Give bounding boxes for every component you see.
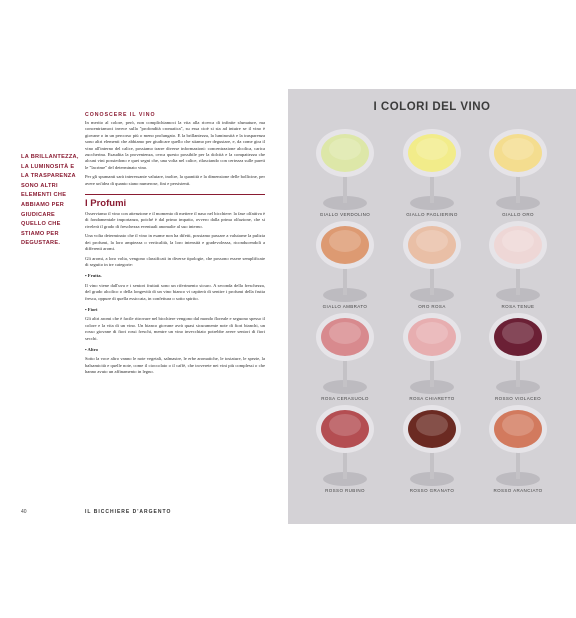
wine-glass-icon	[488, 129, 548, 211]
wine-highlight	[329, 322, 361, 344]
page-number: 40	[21, 509, 27, 515]
glass-stem	[516, 451, 520, 479]
wine-glass-icon	[402, 405, 462, 487]
chart-title: I COLORI DEL VINO	[373, 101, 491, 113]
wine-glass-icon	[402, 129, 462, 211]
glass-stem	[430, 451, 434, 479]
glass-stem	[430, 175, 434, 203]
wine-glass	[488, 405, 548, 493]
bullet-title-fiori: • Fiori	[85, 306, 98, 312]
wine-highlight	[502, 414, 534, 436]
wine-color-label: ROSSO RUBINO	[325, 488, 365, 493]
paragraph-profumi-3: Gli aromi, a loro volta, vengono classificati in diverse tipologie, che possono essere semplificate di seguito in tre categorie:	[85, 255, 265, 267]
wine-glass	[315, 129, 375, 217]
glass-stem	[343, 451, 347, 479]
glass-stem	[343, 359, 347, 387]
wine-glass	[488, 313, 548, 401]
wine-color-label: ROSSO GRANATO	[409, 488, 455, 493]
paragraph-profumi-1: Osserviamo il vino con attenzione e il momento di mettere il naso nel bicchiere: la fase olfattiva è di fondamentale importanza, poiché è dal primo impatto, ovvero dalla prima olfazione, che si rivelerà il grado di freschezza eventuali anomalie al suo interno.	[85, 211, 265, 229]
wine-glass	[488, 129, 548, 217]
paragraph-sparkling: Per gli spumanti sarà interessante valutare, inoltre, la quantità e la dimensione delle bollicine, per avere un'idea di quanto siano numerose, fini e persistenti.	[85, 174, 265, 186]
glass-stem	[430, 267, 434, 295]
sidenote: LA BRILLANTEZZA, LA LUMINOSITÀ E LA TRASPARENZA SONO ALTRI ELEMENTI CHE ABBIAMO PER GIUDICARE QUELLO CHE STIAMO PER DEGUSTARE.	[21, 154, 79, 247]
wine-glass-icon	[402, 313, 462, 395]
glass-stem	[343, 175, 347, 203]
wine-glass	[315, 313, 375, 401]
bullet-title-altro: • Altro	[85, 346, 98, 352]
wine-color-label: ROSSO ARANCIATO	[493, 488, 543, 493]
wine-color-label: ROSA CERASUOLO	[321, 396, 369, 401]
wine-glass-icon	[488, 221, 548, 303]
wine-glass	[488, 221, 548, 309]
bullet-text-fiori: Gli altri aromi che è facile ritrovare nel bicchiere vengono dal mondo floreale e seguono spesso il colore e la vita di un vino. Un bianco giovane avrà quasi sicuramente note di fiori bianchi, un rosso giovane di fiori rossi freschi, mentre un vino invecchiato potrebbe avere sentori di fiori secchi.	[85, 316, 265, 341]
wine-glass	[315, 221, 375, 309]
wine-color-label: ORO ROSA	[418, 304, 446, 309]
wine-highlight	[329, 414, 361, 436]
wine-glass	[402, 313, 462, 401]
glass-stem	[430, 359, 434, 387]
glass-stem	[516, 175, 520, 203]
bullet-text-altro: Sotto la voce altro vanno le note vegetali, salmastre, le erbe aromatiche, le tostature, le spezie, la balsamicità e quelle note, come il cioccolato o il caffè, che troverete nei vini più complessi o che hanno avuto un affinamento in legno.	[85, 356, 265, 375]
wine-glass-icon	[315, 221, 375, 303]
wine-glass	[402, 405, 462, 493]
paragraph-profumi-2: Una volta determinato che il vino in esame non ha difetti, possiamo passare a valutarne la pulizia dei profumi, la loro ampiezza o verticalità, la loro intensità e gradevolezza, riconducendoli a differenti aromi.	[85, 233, 265, 252]
wine-glass	[402, 129, 462, 217]
wine-highlight	[416, 138, 448, 160]
wine-color-label: ROSA CHIARETTO	[409, 396, 455, 401]
footer-book-title: IL BICCHIERE D'ARGENTO	[85, 509, 172, 515]
wine-highlight	[502, 230, 534, 252]
wine-highlight	[416, 414, 448, 436]
wine-highlight	[416, 230, 448, 252]
wine-glass	[402, 221, 462, 309]
wine-color-label: GIALLO AMBRATO	[322, 304, 368, 309]
glass-stem	[516, 359, 520, 387]
wine-highlight	[502, 322, 534, 344]
section-heading-profumi: I Profumi	[85, 194, 265, 209]
wine-glass-icon	[315, 313, 375, 395]
wine-color-label: GIALLO PAGLIERINO	[406, 212, 458, 217]
wine-glass-icon	[315, 129, 375, 211]
wine-glass-icon	[488, 405, 548, 487]
wine-glass-icon	[315, 405, 375, 487]
glass-stem	[343, 267, 347, 295]
wine-highlight	[416, 322, 448, 344]
paragraph-intro: In merito al colore, però, non complichiamoci la vita alla ricerca di infinite sfumature, ma concentriamoci invece sulla "profondità cromatica", su essa cioè si sta ad intuire se il vino è giovane o in un percorso più o meno prolungato. E la brillantezza, la luminosità e la trasparenza sono altri elementi che abbiamo per giudicare quello che stiamo per degustare, e, da come gira il vino all'interno del calice, possiamo trarre diverse informazioni: concentrazione alcolica, carica zuccherina. Esaudita la provenienza, cerca questo possibile per la dolcità e la compattezza che alcuni vini possiedono e quei segni che, una volta nel calice, rilasciando con certezza sulle pareti le "lacrime" del determinato vino.	[85, 120, 265, 170]
wine-glass-icon	[402, 221, 462, 303]
wine-glass-icon	[488, 313, 548, 395]
right-page	[288, 89, 576, 524]
wine-color-label: ROSSO VIOLACEO	[494, 396, 542, 401]
wine-highlight	[502, 138, 534, 160]
body-column	[85, 120, 265, 379]
wine-color-label: GIALLO ORO	[502, 212, 534, 217]
glass-stem	[516, 267, 520, 295]
wine-highlight	[329, 138, 361, 160]
wine-highlight	[329, 230, 361, 252]
running-head: CONOSCERE IL VINO	[85, 112, 156, 118]
wine-color-label: ROSA TENUE	[501, 304, 535, 309]
bullet-text-frutta: Il vino viene dall'uva e i sentori fruttati sono un riferimento sicuro. A seconda della freschezza, del grado alcolico o della longevità di un vino bianco vi capiterà di sentire i profumi della frutta fresca, oppure di quella essiccata, in confettura o sotto spirito.	[85, 282, 265, 301]
bullet-title-frutta: • Frutta.	[85, 273, 102, 279]
wine-color-label: GIALLO VERDOLINO	[319, 212, 371, 217]
wine-glass	[315, 405, 375, 493]
